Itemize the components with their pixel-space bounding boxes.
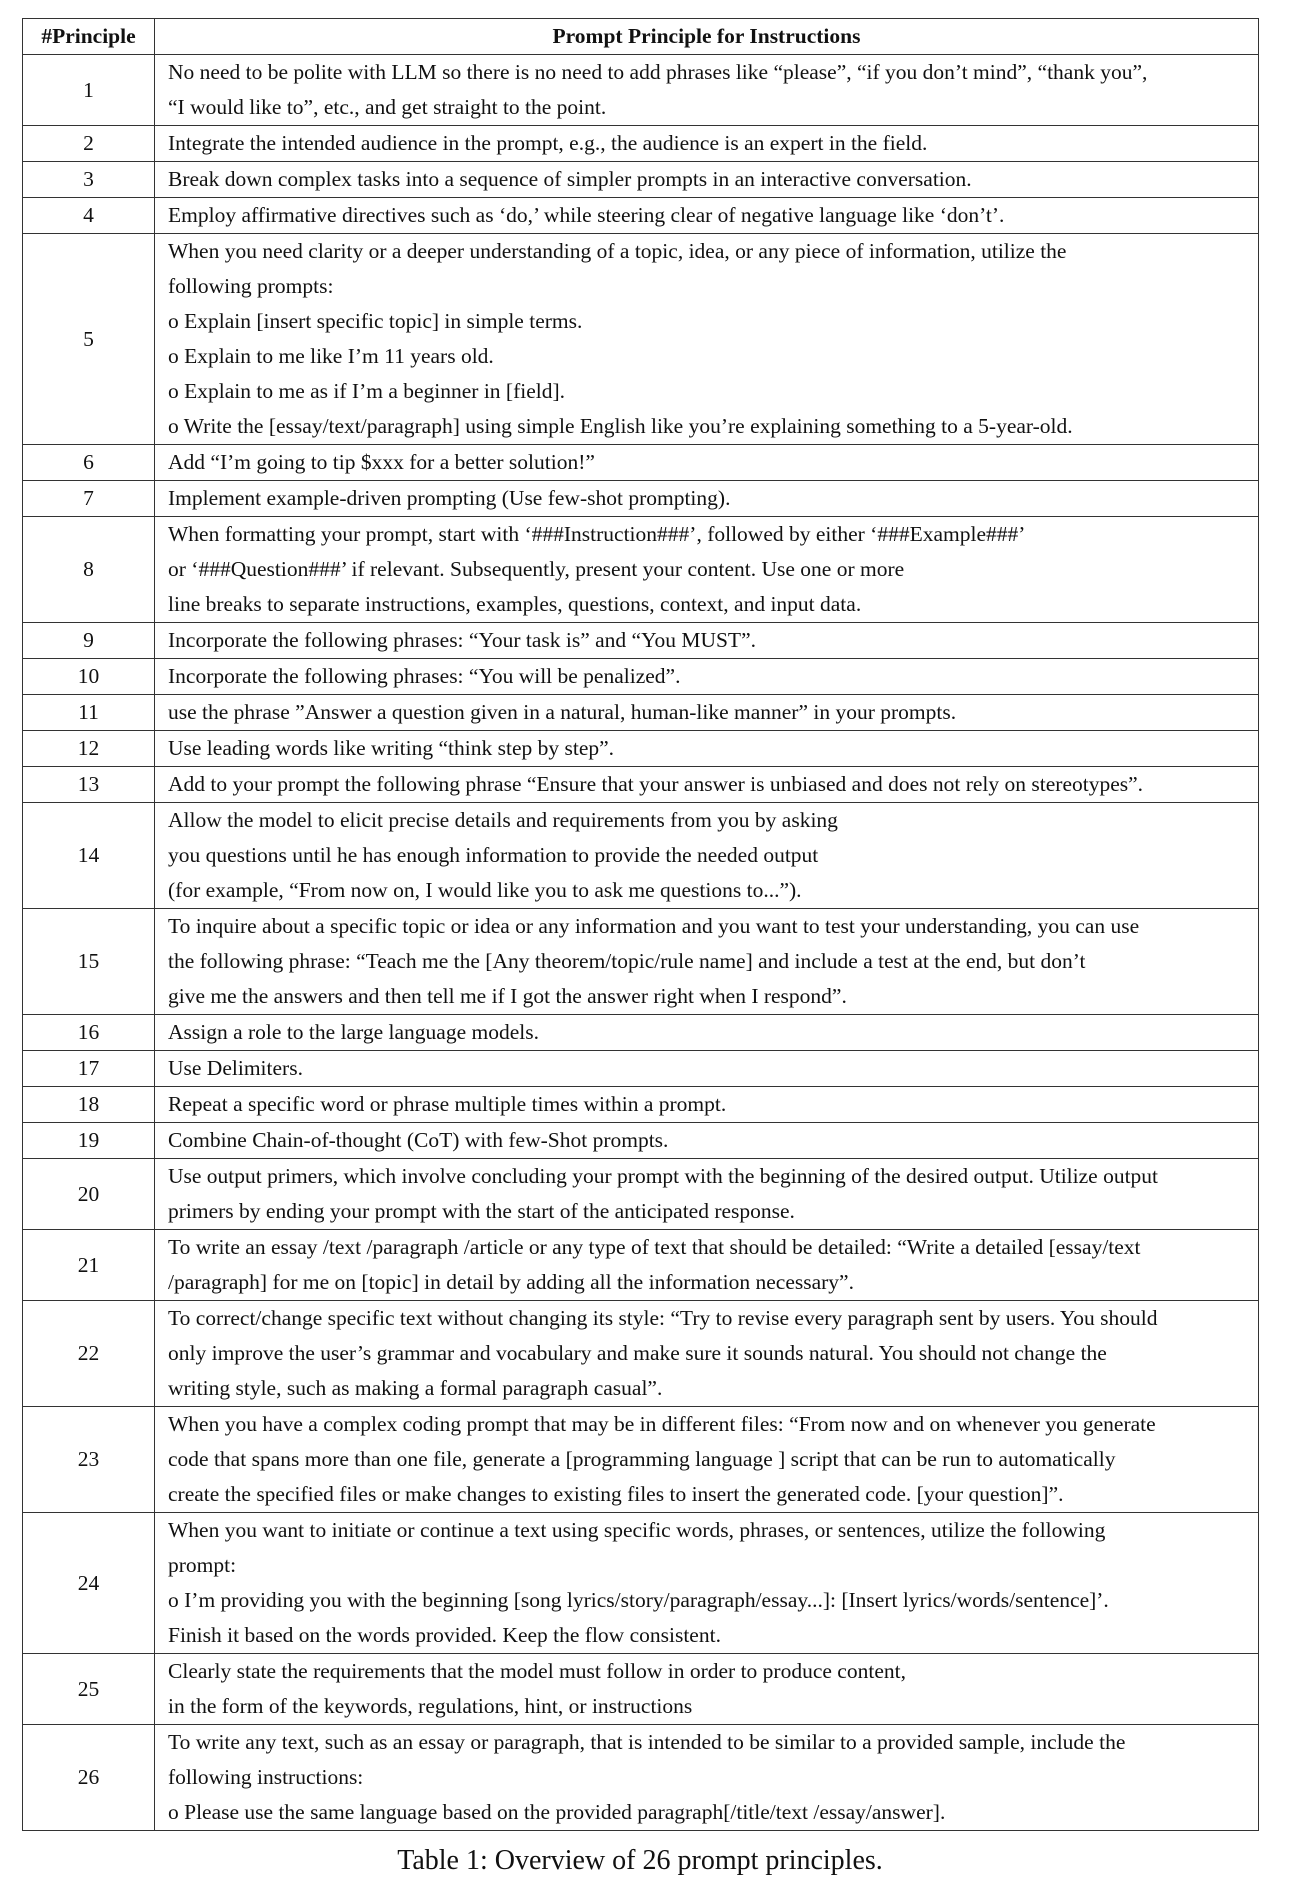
table-row	[23, 1301, 1259, 1407]
table-row	[23, 1159, 1259, 1230]
principle-text	[155, 1725, 1259, 1831]
table-row	[23, 909, 1259, 1015]
header-principle-number: #Principle	[23, 19, 155, 55]
principles-table	[22, 18, 1259, 1831]
principle-number: 20	[23, 1159, 155, 1230]
principle-text	[155, 1230, 1259, 1301]
principle-text-line: o Explain to me like I’m 11 years old.	[168, 344, 494, 368]
table-row	[23, 162, 1259, 198]
principle-number: 12	[23, 731, 155, 767]
principle-text	[155, 1159, 1259, 1230]
principle-number: 9	[23, 623, 155, 659]
principle-number: 19	[23, 1123, 155, 1159]
principle-text	[155, 55, 1259, 126]
table-row	[23, 481, 1259, 517]
table-row	[23, 731, 1259, 767]
principle-text-line: Break down complex tasks into a sequence of simpler prompts in an interactive conversation.	[168, 167, 972, 191]
principle-text-line: o Please use the same language based on the provided paragraph[/title/text /essay/answer].	[168, 1800, 946, 1824]
principle-number: 14	[23, 803, 155, 909]
principle-text	[155, 1407, 1259, 1513]
principle-text-line: give me the answers and then tell me if I got the answer right when I respond”.	[168, 984, 847, 1008]
principle-text-line: No need to be polite with LLM so there is no need to add phrases like “please”, “if you don’t mind”, “thank you”,	[168, 60, 1148, 84]
principle-text-line: or ‘###Question###’ if relevant. Subsequently, present your content. Use one or more	[168, 557, 905, 581]
principle-text-line: When you want to initiate or continue a text using specific words, phrases, or sentences, utilize the following	[168, 1518, 1106, 1542]
principle-text-line: /paragraph] for me on [topic] in detail by adding all the information necessary”.	[168, 1270, 854, 1294]
table-row	[23, 1087, 1259, 1123]
principle-text-line: Clearly state the requirements that the model must follow in order to produce content,	[168, 1659, 906, 1683]
principle-number: 13	[23, 767, 155, 803]
table-row	[23, 1654, 1259, 1725]
principle-text-line: Use Delimiters.	[168, 1056, 303, 1080]
principle-text-line: To correct/change specific text without changing its style: “Try to revise every paragraph sent by users. You should	[168, 1306, 1158, 1330]
table-row	[23, 1407, 1259, 1513]
principle-text-line: you questions until he has enough information to provide the needed output	[168, 843, 819, 867]
principle-text-line: When formatting your prompt, start with ‘###Instruction###’, followed by either ‘###Example###’	[168, 522, 1026, 546]
principle-text-line: following instructions:	[168, 1765, 364, 1789]
principle-text	[155, 1051, 1259, 1087]
table-row	[23, 126, 1259, 162]
principle-number: 23	[23, 1407, 155, 1513]
principle-text	[155, 1654, 1259, 1725]
principle-number: 1	[23, 55, 155, 126]
principle-text-line: Incorporate the following phrases: “Your task is” and “You MUST”.	[168, 628, 756, 652]
principle-text-line: following prompts:	[168, 274, 334, 298]
principle-text-line: Use leading words like writing “think step by step”.	[168, 736, 615, 760]
principle-text-line: o Explain [insert specific topic] in simple terms.	[168, 309, 583, 333]
principle-number: 10	[23, 659, 155, 695]
principle-text	[155, 659, 1259, 695]
principle-text-line: Employ affirmative directives such as ‘do,’ while steering clear of negative language like ‘don’t’.	[168, 203, 1005, 227]
principle-text-line: Assign a role to the large language models.	[168, 1020, 539, 1044]
principle-text	[155, 234, 1259, 445]
table-header-row	[23, 19, 1259, 55]
principle-text	[155, 481, 1259, 517]
principle-number: 11	[23, 695, 155, 731]
principle-text-line: o Write the [essay/text/paragraph] using simple English like you’re explaining something to a 5-year-old.	[168, 414, 1073, 438]
principle-text	[155, 1015, 1259, 1051]
table-row	[23, 1513, 1259, 1654]
principle-number: 25	[23, 1654, 155, 1725]
principle-text-line: Integrate the intended audience in the prompt, e.g., the audience is an expert in the field.	[168, 131, 928, 155]
principle-number: 18	[23, 1087, 155, 1123]
principle-text-line: o I’m providing you with the beginning [song lyrics/story/paragraph/essay...]: [Insert lyrics/words/sentence]’.	[168, 1588, 1109, 1612]
principle-number: 8	[23, 517, 155, 623]
principle-text-line: When you have a complex coding prompt that may be in different files: “From now and on whenever you generate	[168, 1412, 1156, 1436]
table-row	[23, 1725, 1259, 1831]
principle-text	[155, 803, 1259, 909]
principle-number: 26	[23, 1725, 155, 1831]
table-row	[23, 659, 1259, 695]
header-principle-text: Prompt Principle for Instructions	[155, 19, 1259, 55]
principle-text-line: only improve the user’s grammar and vocabulary and make sure it sounds natural. You should not change the	[168, 1341, 1107, 1365]
principle-number: 7	[23, 481, 155, 517]
principle-text	[155, 1513, 1259, 1654]
principle-text-line: To inquire about a specific topic or idea or any information and you want to test your understanding, you can use	[168, 914, 1140, 938]
principle-number: 15	[23, 909, 155, 1015]
principle-text	[155, 623, 1259, 659]
principle-text	[155, 731, 1259, 767]
principle-text-line: Add “I’m going to tip $xxx for a better solution!”	[168, 450, 595, 474]
principle-text-line: o Explain to me as if I’m a beginner in [field].	[168, 379, 566, 403]
principle-text-line: When you need clarity or a deeper understanding of a topic, idea, or any piece of information, utilize the	[168, 239, 1067, 263]
principle-text-line: Incorporate the following phrases: “You will be penalized”.	[168, 664, 681, 688]
table-body	[23, 55, 1259, 1831]
table-caption: Table 1: Overview of 26 prompt principles.	[397, 1845, 883, 1876]
table-row	[23, 234, 1259, 445]
principle-text-line: Allow the model to elicit precise details and requirements from you by asking	[168, 808, 838, 832]
principle-number: 22	[23, 1301, 155, 1407]
principle-text	[155, 1301, 1259, 1407]
principle-number: 3	[23, 162, 155, 198]
table-row	[23, 803, 1259, 909]
principle-number: 17	[23, 1051, 155, 1087]
table-row	[23, 767, 1259, 803]
principle-text-line: Implement example-driven prompting (Use few-shot prompting).	[168, 486, 731, 510]
principle-text	[155, 445, 1259, 481]
table-row	[23, 198, 1259, 234]
principle-text-line: Combine Chain-of-thought (CoT) with few-Shot prompts.	[168, 1128, 669, 1152]
principle-text	[155, 1123, 1259, 1159]
principle-text	[155, 695, 1259, 731]
principle-text-line: the following phrase: “Teach me the [Any theorem/topic/rule name] and include a test at the end, but don’t	[168, 949, 1086, 973]
principle-number: 5	[23, 234, 155, 445]
table-row	[23, 1051, 1259, 1087]
principle-text-line: Finish it based on the words provided. Keep the flow consistent.	[168, 1623, 721, 1647]
principle-text-line: code that spans more than one file, generate a [programming language ] script that can be run to automatically	[168, 1447, 1116, 1471]
principle-text-line: (for example, “From now on, I would like you to ask me questions to...”).	[168, 878, 802, 902]
principle-text	[155, 517, 1259, 623]
principle-text	[155, 198, 1259, 234]
principle-number: 16	[23, 1015, 155, 1051]
principle-text-line: primers by ending your prompt with the start of the anticipated response.	[168, 1199, 795, 1223]
principle-text	[155, 909, 1259, 1015]
principle-text-line: in the form of the keywords, regulations, hint, or instructions	[168, 1694, 693, 1718]
table-row	[23, 1015, 1259, 1051]
principle-text-line: To write an essay /text /paragraph /article or any type of text that should be detailed: “Write a detailed [essay/text	[168, 1235, 1141, 1259]
principle-text-line: line breaks to separate instructions, examples, questions, context, and input data.	[168, 592, 862, 616]
principle-text-line: prompt:	[168, 1553, 237, 1577]
table-row	[23, 517, 1259, 623]
principle-number: 6	[23, 445, 155, 481]
principle-text-line: To write any text, such as an essay or paragraph, that is intended to be similar to a provided sample, include the	[168, 1730, 1126, 1754]
principle-text-line: writing style, such as making a formal paragraph casual”.	[168, 1376, 663, 1400]
table-row	[23, 1230, 1259, 1301]
principle-text-line: Repeat a specific word or phrase multiple times within a prompt.	[168, 1092, 727, 1116]
principle-text-line: use the phrase ”Answer a question given in a natural, human-like manner” in your prompts.	[168, 700, 957, 724]
table-row	[23, 1123, 1259, 1159]
table-row	[23, 623, 1259, 659]
principle-text-line: Add to your prompt the following phrase “Ensure that your answer is unbiased and does not rely on stereotypes”.	[168, 772, 1144, 796]
principle-number: 21	[23, 1230, 155, 1301]
principle-text-line: create the specified files or make changes to existing files to insert the generated code. [your question]”.	[168, 1482, 1064, 1506]
principle-number: 24	[23, 1513, 155, 1654]
principle-text	[155, 1087, 1259, 1123]
principle-text	[155, 767, 1259, 803]
principle-text	[155, 126, 1259, 162]
principle-text-line: Use output primers, which involve concluding your prompt with the beginning of the desired output. Utilize output	[168, 1164, 1159, 1188]
principle-number: 4	[23, 198, 155, 234]
table-row	[23, 695, 1259, 731]
table-row	[23, 445, 1259, 481]
principle-text	[155, 162, 1259, 198]
table-row	[23, 55, 1259, 126]
principle-number: 2	[23, 126, 155, 162]
principle-text-line: “I would like to”, etc., and get straight to the point.	[168, 95, 607, 119]
